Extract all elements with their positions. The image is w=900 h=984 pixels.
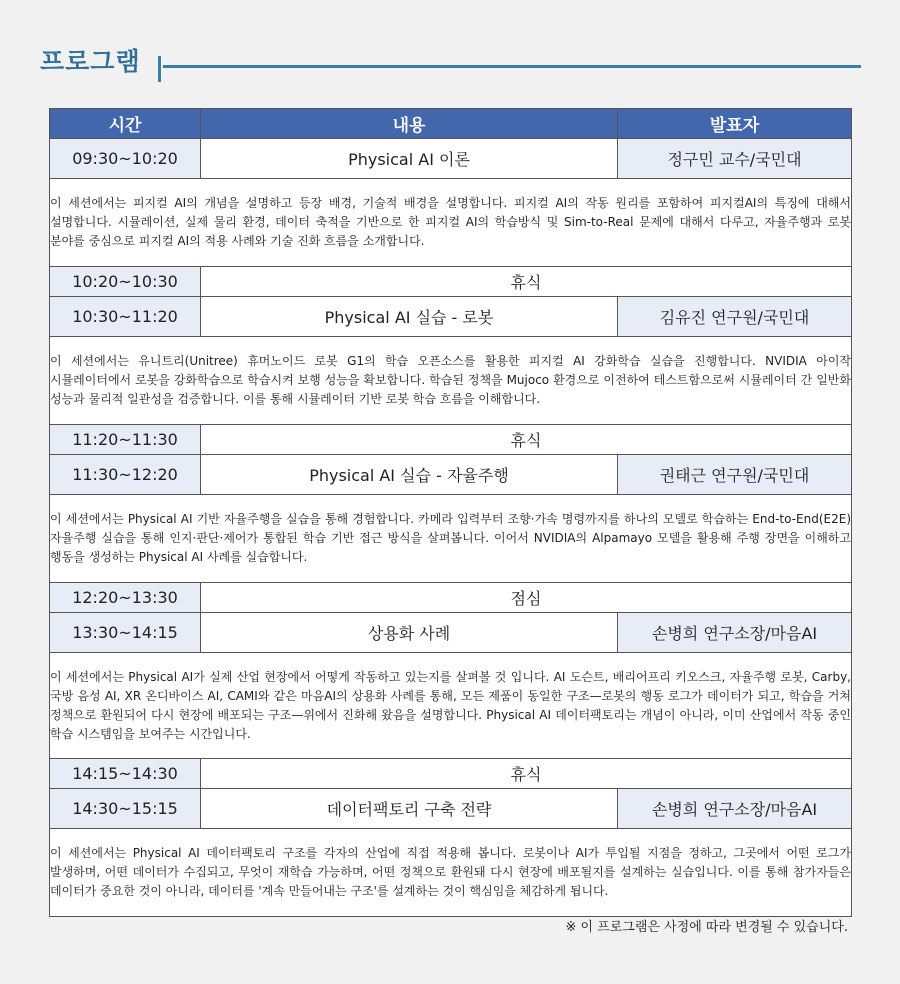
- break-time: 11:20~11:30: [50, 425, 201, 455]
- program-table: [49, 108, 852, 917]
- break-row: [50, 267, 852, 297]
- session-time: 10:30~11:20: [50, 297, 201, 337]
- session-description-row: [50, 179, 852, 267]
- page-title: 프로그램: [40, 47, 141, 76]
- session-title: Physical AI 이론: [201, 139, 618, 179]
- session-description-row: [50, 337, 852, 425]
- heading: [40, 42, 141, 78]
- heading-divider-line: [163, 65, 861, 68]
- session-time: 13:30~14:15: [50, 613, 201, 653]
- session-description: 이 세션에서는 Physical AI 기반 자율주행을 실습을 통해 경험합니다. 카메라 입력부터 조향·가속 명령까지를 하나의 모델로 학습하는 End-to-End(E2E) 자율주행 실습을 통해 인지·판단·제어가 통합된 학습 기반 접근 방식을 살펴봅니다. 이어서 NVIDIA의 Alpamayo 모델을 활용해 주행 장면을 이해하고 행동을 생성하는 Physical AI 사례를 실습합니다.: [50, 495, 852, 583]
- break-label: 휴식: [201, 267, 852, 297]
- break-row: [50, 583, 852, 613]
- session-description: 이 세션에서는 피지컬 AI의 개념을 설명하고 등장 배경, 기술적 배경을 설명합니다. 피지컬 AI의 작동 원리를 포함하여 피지컬AI의 특징에 대해서 설명합니다. 시뮬레이션, 실제 물리 환경, 데이터 축적을 기반으로 한 피지컬 AI의 학습방식 및 Sim-to-Real 문제에 대해서 다루고, 자율주행과 로봇 분야를 중심으로 피지컬 AI의 적용 사례와 기술 진화 흐름을 소개합니다.: [50, 179, 852, 267]
- session-presenter: 김유진 연구원/국민대: [618, 297, 852, 337]
- break-time: 12:20~13:30: [50, 583, 201, 613]
- session-time: 11:30~12:20: [50, 455, 201, 495]
- session-presenter: 권태근 연구원/국민대: [618, 455, 852, 495]
- session-presenter: 손병희 연구소장/마음AI: [618, 613, 852, 653]
- column-header-presenter: 발표자: [618, 109, 852, 139]
- session-row: [50, 455, 852, 495]
- session-description-row: [50, 495, 852, 583]
- session-row: [50, 789, 852, 829]
- session-description: 이 세션에서는 Physical AI 데이터팩토리 구조를 각자의 산업에 직접 적용해 봅니다. 로봇이나 AI가 투입될 지점을 정하고, 그곳에서 어떤 로그가 발생하며, 어떤 데이터가 수집되고, 무엇이 재학습 가능하며, 어떤 정책으로 환원돼 다시 현장에 배포될지를 설계하는 실습입니다. 이를 통해 참가자들은 데이터가 중요한 것이 아니라, 데이터를 '계속 만들어내는 구조'를 설계하는 것이 핵심임을 체감하게 됩니다.: [50, 829, 852, 917]
- session-description-row: [50, 829, 852, 917]
- break-label: 휴식: [201, 425, 852, 455]
- column-header-time: 시간: [50, 109, 201, 139]
- session-title: Physical AI 실습 - 로봇: [201, 297, 618, 337]
- session-row: [50, 139, 852, 179]
- session-description: 이 세션에서는 Physical AI가 실제 산업 현장에서 어떻게 작동하고 있는지를 살펴볼 것 입니다. AI 도슨트, 배리어프리 키오스크, 자율주행 로봇, Carby, 국방 음성 AI, XR 온디바이스 AI, CAMI와 같은 마음AI의 상용화 사례를 통해, 모든 제품이 동일한 구조—로봇의 행동 로그가 데이터가 되고, 학습을 거쳐 정책으로 환원되어 다시 현장에 배포되는 구조—위에서 진화해 왔음을 설명합니다. Physical AI 데이터팩토리는 개념이 아니라, 이미 산업에서 작동 중인 학습 시스템임을 보여주는 시간입니다.: [50, 653, 852, 759]
- session-time: 14:30~15:15: [50, 789, 201, 829]
- column-header-content: 내용: [201, 109, 618, 139]
- session-description: 이 세션에서는 유니트리(Unitree) 휴머노이드 로봇 G1의 학습 오픈소스를 활용한 피지컬 AI 강화학습 실습을 진행합니다. NVIDIA 아이작 시뮬레이터에서 로봇을 강화학습으로 학습시켜 보행 성능을 확보합니다. 학습된 정책을 Mujoco 환경으로 이전하여 테스트함으로써 시뮬레이터 간 일반화 성능과 물리적 일관성을 검증합니다. 이를 통해 시뮬레이터 기반 로봇 학습 흐름을 이해합니다.: [50, 337, 852, 425]
- break-time: 14:15~14:30: [50, 759, 201, 789]
- session-title: 데이터팩토리 구축 전략: [201, 789, 618, 829]
- session-title: Physical AI 실습 - 자율주행: [201, 455, 618, 495]
- heading-divider-bar: [158, 56, 169, 82]
- session-description-row: [50, 653, 852, 759]
- break-row: [50, 759, 852, 789]
- break-row: [50, 425, 852, 455]
- break-label: 점심: [201, 583, 852, 613]
- break-label: 휴식: [201, 759, 852, 789]
- footnote: ※ 이 프로그램은 사정에 따라 변경될 수 있습니다.: [565, 920, 848, 935]
- session-title: 상용화 사례: [201, 613, 618, 653]
- session-presenter: 손병희 연구소장/마음AI: [618, 789, 852, 829]
- session-row: [50, 297, 852, 337]
- break-time: 10:20~10:30: [50, 267, 201, 297]
- table-header-row: [50, 109, 852, 139]
- session-presenter: 정구민 교수/국민대: [618, 139, 852, 179]
- session-time: 09:30~10:20: [50, 139, 201, 179]
- session-row: [50, 613, 852, 653]
